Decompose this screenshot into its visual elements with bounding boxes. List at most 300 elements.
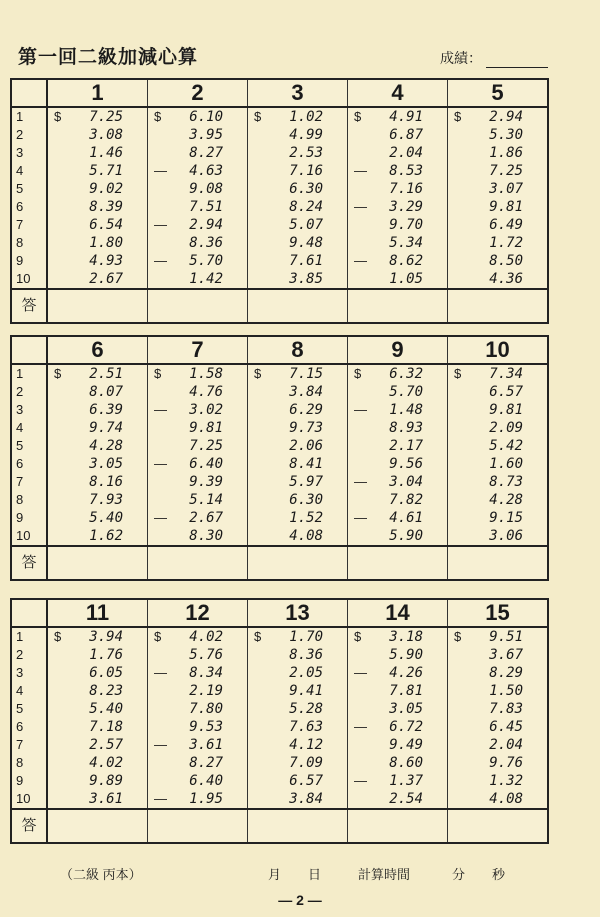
handwritten-value: 9.49 xyxy=(389,737,423,753)
problem-column xyxy=(248,108,348,288)
number-cell xyxy=(348,108,447,126)
handwritten-value: 3.04 xyxy=(389,474,423,490)
handwritten-value: 5.97 xyxy=(289,474,323,490)
answer-cell[interactable] xyxy=(348,290,448,322)
handwritten-value: 7.83 xyxy=(489,701,523,717)
handwritten-value: 9.39 xyxy=(189,474,223,490)
handwritten-value: 7.09 xyxy=(289,755,323,771)
number-cell xyxy=(348,162,447,180)
answer-cell[interactable] xyxy=(48,547,148,579)
handwritten-value: 5.71 xyxy=(89,163,123,179)
sign-mark: $ xyxy=(454,629,462,644)
answer-cell[interactable] xyxy=(448,290,547,322)
row-number: 5 xyxy=(16,438,24,453)
problem-column xyxy=(248,365,348,545)
number-cell xyxy=(148,180,247,198)
handwritten-value: 1.60 xyxy=(489,456,523,472)
row-numbers xyxy=(12,365,48,545)
handwritten-value: 4.76 xyxy=(189,384,223,400)
problem-number: 2 xyxy=(148,80,248,106)
answer-cell[interactable] xyxy=(448,547,547,579)
answer-cell[interactable] xyxy=(148,547,248,579)
number-cell xyxy=(448,198,547,216)
handwritten-value: 5.14 xyxy=(189,492,223,508)
answer-label: 答 xyxy=(12,810,48,842)
handwritten-value: 7.16 xyxy=(289,163,323,179)
handwritten-value: 5.30 xyxy=(489,127,523,143)
number-cell xyxy=(148,252,247,270)
problem-number: 5 xyxy=(491,80,504,105)
number-cell xyxy=(248,437,347,455)
handwritten-value: 9.15 xyxy=(489,510,523,526)
number-cell xyxy=(48,108,147,126)
handwritten-value: 9.74 xyxy=(89,420,123,436)
number-cell xyxy=(348,365,447,383)
number-cell xyxy=(148,198,247,216)
number-cell xyxy=(48,646,147,664)
handwritten-value: 6.54 xyxy=(89,217,123,233)
handwritten-value: 6.30 xyxy=(289,492,323,508)
handwritten-value: 4.61 xyxy=(389,510,423,526)
handwritten-value: 8.62 xyxy=(389,253,423,269)
row-number: 9 xyxy=(16,510,24,525)
number-cell xyxy=(348,180,447,198)
number-cell xyxy=(448,126,547,144)
handwritten-value: 1.52 xyxy=(289,510,323,526)
number-cell xyxy=(148,491,247,509)
handwritten-value: 6.30 xyxy=(289,181,323,197)
problem-column xyxy=(148,108,248,288)
number-cell xyxy=(148,126,247,144)
handwritten-value: 3.95 xyxy=(189,127,223,143)
row-number: 1 xyxy=(16,629,24,644)
handwritten-value: 5.90 xyxy=(389,528,423,544)
handwritten-value: 7.25 xyxy=(89,109,123,125)
handwritten-value: 7.16 xyxy=(389,181,423,197)
number-cell xyxy=(248,664,347,682)
sign-mark: $ xyxy=(54,109,62,124)
number-cell xyxy=(348,628,447,646)
handwritten-value: 4.99 xyxy=(289,127,323,143)
handwritten-value: 8.41 xyxy=(289,456,323,472)
handwritten-value: 5.34 xyxy=(389,235,423,251)
number-cell xyxy=(348,270,447,288)
page-title: 第一回二級加減心算 xyxy=(18,47,199,68)
problem-column xyxy=(48,108,148,288)
number-cell xyxy=(448,628,547,646)
number-cell xyxy=(48,754,147,772)
problem-column xyxy=(348,108,448,288)
number-cell xyxy=(448,772,547,790)
number-cell xyxy=(448,419,547,437)
number-cell xyxy=(148,628,247,646)
handwritten-value: 8.53 xyxy=(389,163,423,179)
number-cell xyxy=(248,180,347,198)
number-cell xyxy=(48,664,147,682)
handwritten-value: 8.39 xyxy=(89,199,123,215)
number-cell xyxy=(448,108,547,126)
answer-cell[interactable] xyxy=(148,290,248,322)
number-cell xyxy=(48,790,147,808)
answer-cell[interactable] xyxy=(48,290,148,322)
row-number: 1 xyxy=(16,366,24,381)
number-cell xyxy=(248,509,347,527)
handwritten-value: 1.76 xyxy=(89,647,123,663)
problem-number: 6 xyxy=(48,337,148,363)
sign-mark: — xyxy=(354,474,367,489)
number-cell xyxy=(448,509,547,527)
number-cell xyxy=(248,383,347,401)
answer-cell[interactable] xyxy=(348,547,448,579)
answer-cell[interactable] xyxy=(248,290,348,322)
problem-number: 3 xyxy=(248,80,348,106)
number-cell xyxy=(448,718,547,736)
handwritten-value: 1.50 xyxy=(489,683,523,699)
handwritten-value: 3.61 xyxy=(89,791,123,807)
number-cell xyxy=(448,383,547,401)
handwritten-value: 6.32 xyxy=(389,366,423,382)
handwritten-value: 7.51 xyxy=(189,199,223,215)
row-number: 2 xyxy=(16,647,24,662)
problem-number: 7 xyxy=(148,337,248,363)
number-cell xyxy=(448,216,547,234)
number-cell xyxy=(248,718,347,736)
problem-number: 4 xyxy=(348,80,448,106)
row-number: 10 xyxy=(16,271,31,286)
number-cell xyxy=(248,736,347,754)
handwritten-value: 6.87 xyxy=(389,127,423,143)
sign-mark: — xyxy=(154,217,167,232)
handwritten-value: 6.57 xyxy=(289,773,323,789)
number-cell xyxy=(248,790,347,808)
answer-cell[interactable] xyxy=(248,547,348,579)
sign-mark: — xyxy=(354,253,367,268)
handwritten-value: 9.56 xyxy=(389,456,423,472)
number-cell xyxy=(48,628,147,646)
number-cell xyxy=(148,437,247,455)
handwritten-value: 2.54 xyxy=(389,791,423,807)
row-numbers xyxy=(12,628,48,808)
row-number: 2 xyxy=(16,384,24,399)
sign-mark: $ xyxy=(154,109,162,124)
sign-mark: — xyxy=(154,665,167,680)
handwritten-value: 1.80 xyxy=(89,235,123,251)
handwritten-value: 9.73 xyxy=(289,420,323,436)
number-cell xyxy=(348,736,447,754)
row-number: 4 xyxy=(16,420,24,435)
sign-mark: — xyxy=(354,199,367,214)
handwritten-value: 3.02 xyxy=(189,402,223,418)
handwritten-value: 5.42 xyxy=(489,438,523,454)
number-cell xyxy=(248,270,347,288)
handwritten-value: 2.09 xyxy=(489,420,523,436)
answer-cell[interactable] xyxy=(48,810,148,842)
number-cell xyxy=(48,126,147,144)
handwritten-value: 8.36 xyxy=(289,647,323,663)
problem-column xyxy=(348,628,448,808)
handwritten-value: 2.17 xyxy=(389,438,423,454)
problem-block-2 xyxy=(10,335,549,581)
footer-time-label: 計算時間 xyxy=(358,867,411,882)
problem-column xyxy=(48,628,148,808)
number-cell xyxy=(48,270,147,288)
handwritten-value: 7.61 xyxy=(289,253,323,269)
answer-cell[interactable] xyxy=(448,810,547,842)
row-number: 5 xyxy=(16,181,24,196)
number-cell xyxy=(248,365,347,383)
handwritten-value: 2.94 xyxy=(189,217,223,233)
number-cell xyxy=(48,718,147,736)
handwritten-value: 1.05 xyxy=(389,271,423,287)
handwritten-value: 6.72 xyxy=(389,719,423,735)
handwritten-value: 5.70 xyxy=(389,384,423,400)
number-cell xyxy=(248,473,347,491)
sign-mark: $ xyxy=(454,109,462,124)
sign-mark: $ xyxy=(54,629,62,644)
row-number: 10 xyxy=(16,528,31,543)
number-cell xyxy=(148,144,247,162)
handwritten-value: 9.81 xyxy=(189,420,223,436)
number-cell xyxy=(248,646,347,664)
sign-mark: — xyxy=(154,737,167,752)
number-cell xyxy=(48,401,147,419)
handwritten-value: 4.93 xyxy=(89,253,123,269)
number-cell xyxy=(48,509,147,527)
number-cell xyxy=(448,527,547,545)
number-cell xyxy=(148,270,247,288)
number-cell xyxy=(348,718,447,736)
footer-seconds-label: 秒 xyxy=(492,867,506,882)
answer-cell[interactable] xyxy=(348,810,448,842)
handwritten-value: 6.29 xyxy=(289,402,323,418)
handwritten-value: 1.32 xyxy=(489,773,523,789)
row-number: 8 xyxy=(16,235,24,250)
handwritten-value: 6.40 xyxy=(189,456,223,472)
handwritten-value: 9.89 xyxy=(89,773,123,789)
number-cell xyxy=(348,198,447,216)
number-cell xyxy=(348,473,447,491)
problem-column xyxy=(148,628,248,808)
problem-column xyxy=(448,628,547,808)
handwritten-value: 4.91 xyxy=(389,109,423,125)
number-cell xyxy=(48,383,147,401)
handwritten-value: 8.29 xyxy=(489,665,523,681)
number-cell xyxy=(448,234,547,252)
handwritten-value: 2.19 xyxy=(189,683,223,699)
score-label: 成績： xyxy=(440,50,482,66)
problem-number: 10 xyxy=(485,337,510,362)
handwritten-value: 4.26 xyxy=(389,665,423,681)
sign-mark: — xyxy=(354,719,367,734)
number-cell xyxy=(48,772,147,790)
number-cell xyxy=(48,455,147,473)
number-cell xyxy=(448,754,547,772)
number-cell xyxy=(348,383,447,401)
row-numbers xyxy=(12,108,48,288)
handwritten-value: 7.82 xyxy=(389,492,423,508)
handwritten-value: 2.67 xyxy=(89,271,123,287)
row-number: 8 xyxy=(16,492,24,507)
handwritten-value: 1.37 xyxy=(389,773,423,789)
number-cell xyxy=(448,162,547,180)
number-cell xyxy=(148,682,247,700)
handwritten-value: 2.05 xyxy=(289,665,323,681)
handwritten-value: 2.04 xyxy=(489,737,523,753)
number-cell xyxy=(248,216,347,234)
footer xyxy=(0,864,600,884)
number-cell xyxy=(248,144,347,162)
handwritten-value: 5.07 xyxy=(289,217,323,233)
answer-label: 答 xyxy=(12,290,48,322)
number-cell xyxy=(348,646,447,664)
number-cell xyxy=(448,455,547,473)
number-cell xyxy=(348,491,447,509)
handwritten-value: 7.93 xyxy=(89,492,123,508)
number-cell xyxy=(348,754,447,772)
footer-book-label: （二級 丙本） xyxy=(60,867,142,882)
handwritten-value: 6.10 xyxy=(189,109,223,125)
number-cell xyxy=(248,700,347,718)
handwritten-value: 8.34 xyxy=(189,665,223,681)
handwritten-value: 1.02 xyxy=(289,109,323,125)
number-cell xyxy=(448,473,547,491)
footer-minutes-label: 分 xyxy=(452,867,466,882)
number-cell xyxy=(148,455,247,473)
handwritten-value: 1.58 xyxy=(189,366,223,382)
score-field[interactable] xyxy=(440,48,548,68)
problem-column xyxy=(448,365,547,545)
number-cell xyxy=(248,455,347,473)
number-cell xyxy=(248,628,347,646)
number-cell xyxy=(348,437,447,455)
number-cell xyxy=(48,216,147,234)
problem-number: 1 xyxy=(48,80,148,106)
sign-mark: — xyxy=(354,665,367,680)
number-cell xyxy=(348,790,447,808)
handwritten-value: 2.53 xyxy=(289,145,323,161)
handwritten-value: 8.36 xyxy=(189,235,223,251)
handwritten-value: 9.81 xyxy=(489,402,523,418)
handwritten-value: 3.07 xyxy=(489,181,523,197)
sign-mark: $ xyxy=(254,366,262,381)
number-cell xyxy=(348,664,447,682)
number-cell xyxy=(148,736,247,754)
answer-label: 答 xyxy=(12,547,48,579)
handwritten-value: 4.02 xyxy=(89,755,123,771)
row-number: 9 xyxy=(16,773,24,788)
number-cell xyxy=(48,736,147,754)
number-cell xyxy=(48,144,147,162)
row-number: 3 xyxy=(16,665,24,680)
number-cell xyxy=(48,419,147,437)
problem-number: 12 xyxy=(148,600,248,626)
handwritten-value: 9.53 xyxy=(189,719,223,735)
handwritten-value: 9.70 xyxy=(389,217,423,233)
number-cell xyxy=(448,491,547,509)
handwritten-value: 8.27 xyxy=(189,755,223,771)
row-number: 5 xyxy=(16,701,24,716)
number-cell xyxy=(448,664,547,682)
number-cell xyxy=(48,180,147,198)
number-cell xyxy=(148,790,247,808)
number-cell xyxy=(448,270,547,288)
handwritten-value: 1.48 xyxy=(389,402,423,418)
problem-number: 11 xyxy=(48,600,148,626)
sign-mark: $ xyxy=(454,366,462,381)
answer-row xyxy=(12,288,547,322)
column-header-row xyxy=(12,80,547,108)
handwritten-value: 7.34 xyxy=(489,366,523,382)
number-cell xyxy=(448,180,547,198)
handwritten-value: 1.42 xyxy=(189,271,223,287)
number-cell xyxy=(448,646,547,664)
row-number: 10 xyxy=(16,791,31,806)
row-number: 7 xyxy=(16,737,24,752)
answer-cell[interactable] xyxy=(148,810,248,842)
number-cell xyxy=(348,252,447,270)
handwritten-value: 1.46 xyxy=(89,145,123,161)
handwritten-value: 2.51 xyxy=(89,366,123,382)
handwritten-value: 4.36 xyxy=(489,271,523,287)
handwritten-value: 7.25 xyxy=(489,163,523,179)
handwritten-value: 6.05 xyxy=(89,665,123,681)
number-cell xyxy=(248,162,347,180)
sign-mark: $ xyxy=(154,629,162,644)
row-number: 8 xyxy=(16,755,24,770)
problem-number: 14 xyxy=(348,600,448,626)
number-cell xyxy=(48,491,147,509)
number-cell xyxy=(148,473,247,491)
number-cell xyxy=(48,437,147,455)
handwritten-value: 8.24 xyxy=(289,199,323,215)
sign-mark: — xyxy=(154,791,167,806)
number-cell xyxy=(448,365,547,383)
number-cell xyxy=(248,682,347,700)
handwritten-value: 9.76 xyxy=(489,755,523,771)
handwritten-value: 1.62 xyxy=(89,528,123,544)
sign-mark: — xyxy=(354,402,367,417)
number-cell xyxy=(448,736,547,754)
number-cell xyxy=(248,419,347,437)
handwritten-value: 9.08 xyxy=(189,181,223,197)
sign-mark: $ xyxy=(354,366,362,381)
handwritten-value: 8.60 xyxy=(389,755,423,771)
handwritten-value: 6.45 xyxy=(489,719,523,735)
answer-cell[interactable] xyxy=(248,810,348,842)
handwritten-value: 3.94 xyxy=(89,629,123,645)
row-number: 7 xyxy=(16,217,24,232)
row-number: 6 xyxy=(16,456,24,471)
sign-mark: — xyxy=(154,510,167,525)
row-number: 2 xyxy=(16,127,24,142)
handwritten-value: 9.48 xyxy=(289,235,323,251)
sign-mark: — xyxy=(154,402,167,417)
sign-mark: $ xyxy=(254,109,262,124)
handwritten-value: 5.90 xyxy=(389,647,423,663)
row-number: 9 xyxy=(16,253,24,268)
number-cell xyxy=(448,700,547,718)
number-cell xyxy=(448,252,547,270)
sign-mark: $ xyxy=(354,109,362,124)
number-cell xyxy=(448,144,547,162)
sign-mark: — xyxy=(154,163,167,178)
footer-day-label: 日 xyxy=(308,867,322,882)
score-blank[interactable] xyxy=(486,53,548,68)
number-cell xyxy=(148,527,247,545)
handwritten-value: 3.67 xyxy=(489,647,523,663)
number-cell xyxy=(248,252,347,270)
handwritten-value: 3.06 xyxy=(489,528,523,544)
